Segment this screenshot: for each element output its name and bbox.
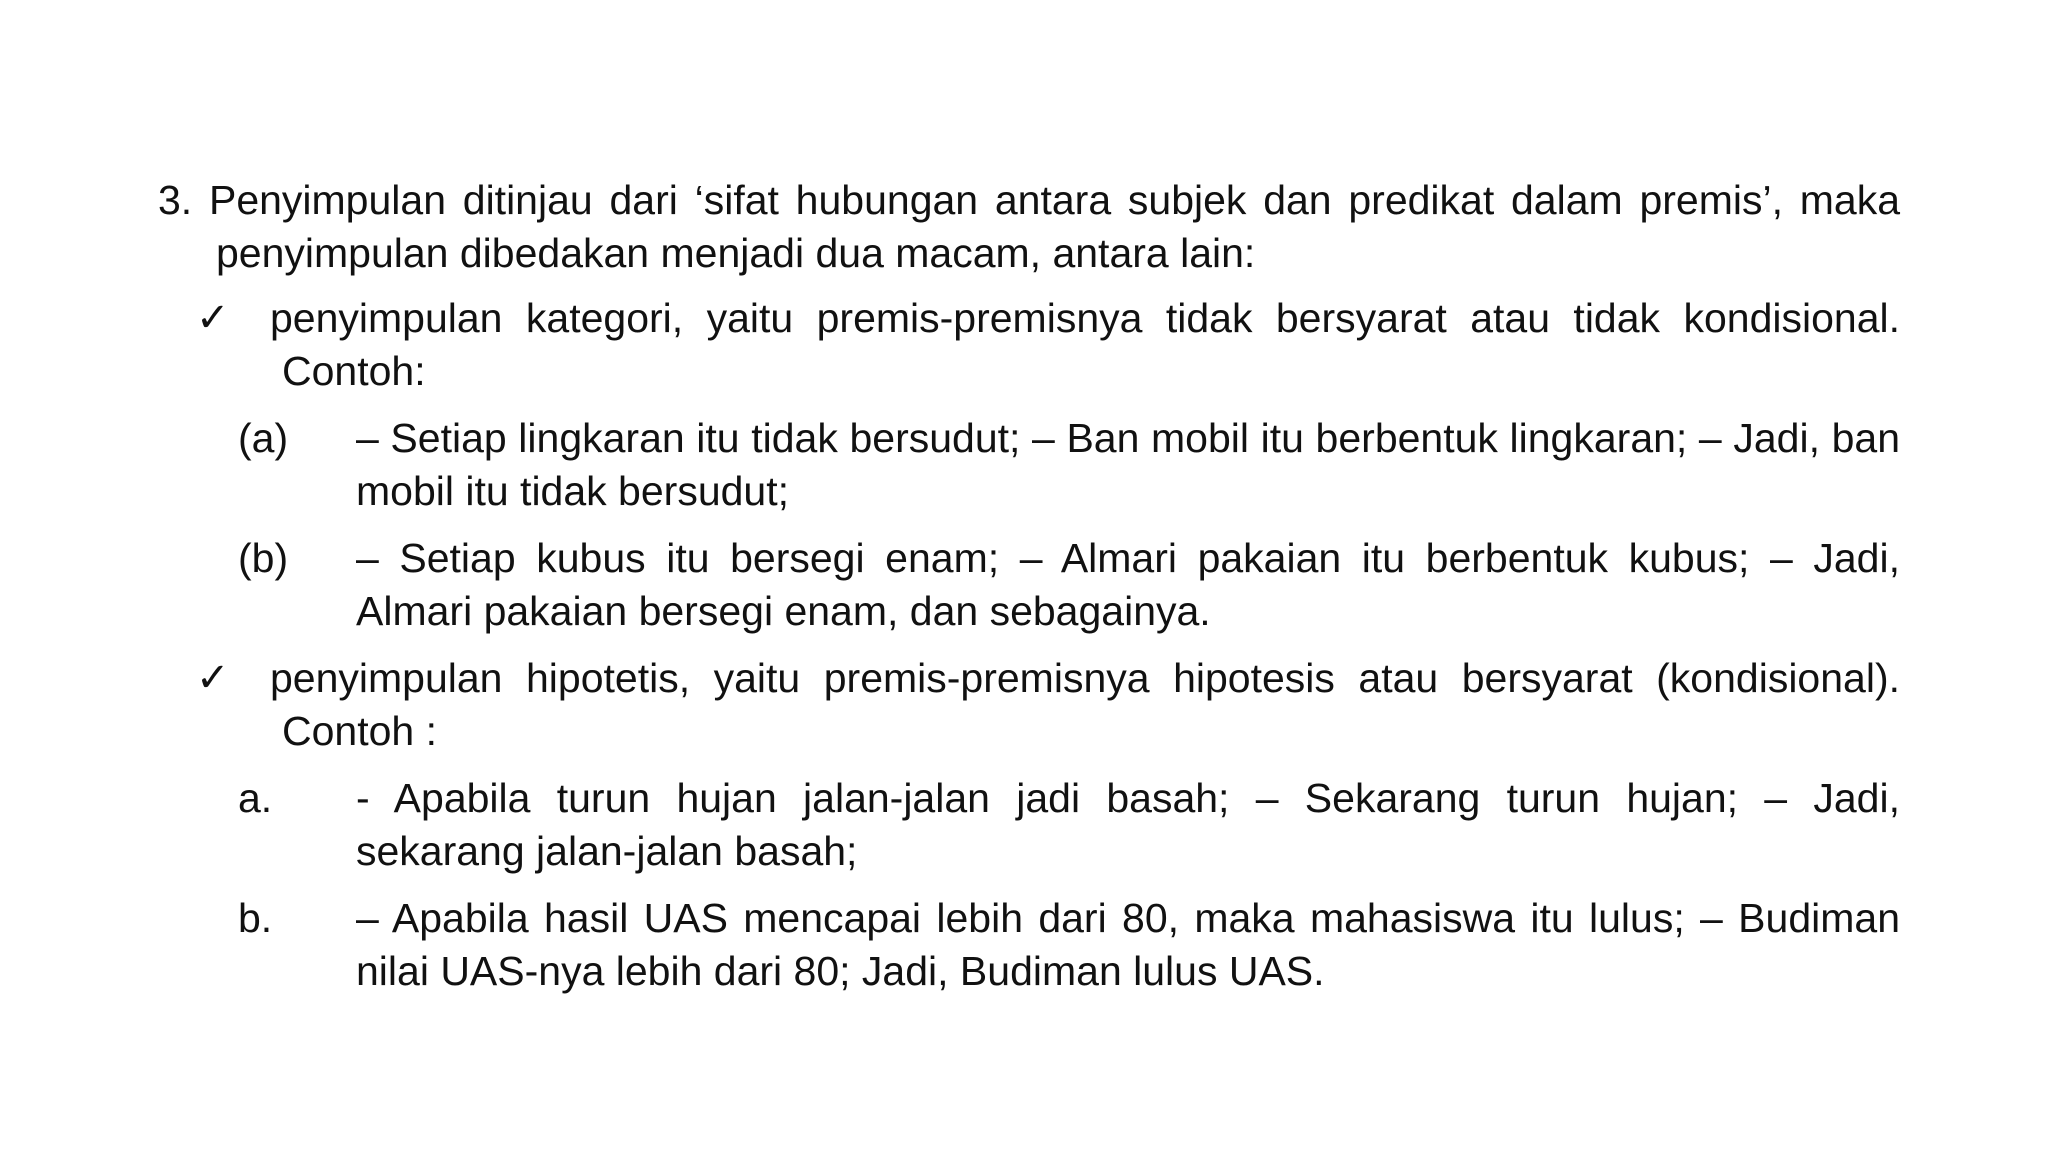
example-text: – Apabila hasil UAS mencapai lebih dari 80, maka mahasiswa itu lulus; – Budiman nilai UAS-nya lebih dari 80; Jadi, Budiman lulus UAS.	[356, 895, 1900, 994]
intro-paragraph: 3. Penyimpulan ditinjau dari ‘sifat hubungan antara subjek dan predikat dalam premis’, maka penyimpulan dibedakan menjadi dua macam, antara lain:	[158, 177, 1900, 276]
example-text: – Setiap lingkaran itu tidak bersudut; – Ban mobil itu berbentuk lingkaran; – Jadi, ban mobil itu tidak bersudut;	[356, 415, 1900, 514]
bullet-hipotetis	[158, 652, 1900, 758]
bullet-kategori-text: penyimpulan kategori, yaitu premis-premisnya tidak bersyarat atau tidak kondisional. Contoh:	[270, 295, 1900, 394]
example-item	[158, 532, 1900, 638]
bullet-kategori	[158, 292, 1900, 398]
example-text: - Apabila turun hujan jalan-jalan jadi basah; – Sekarang turun hujan; – Jadi, sekarang jalan-jalan basah;	[356, 775, 1900, 874]
example-item	[158, 772, 1900, 878]
slide-content	[158, 174, 1900, 1012]
example-marker: a.	[238, 775, 273, 821]
check-icon: ✓	[196, 656, 230, 700]
bullet-hipotetis-text: penyimpulan hipotetis, yaitu premis-premisnya hipotesis atau bersyarat (kondisional). Contoh :	[270, 655, 1900, 754]
example-item	[158, 892, 1900, 998]
example-marker: b.	[238, 895, 273, 941]
example-marker: (b)	[238, 535, 289, 581]
example-marker: (a)	[238, 415, 289, 461]
example-text: – Setiap kubus itu bersegi enam; – Almari pakaian itu berbentuk kubus; – Jadi, Almari pakaian bersegi enam, dan sebagainya.	[356, 535, 1900, 634]
example-item	[158, 412, 1900, 518]
check-icon: ✓	[196, 296, 230, 340]
